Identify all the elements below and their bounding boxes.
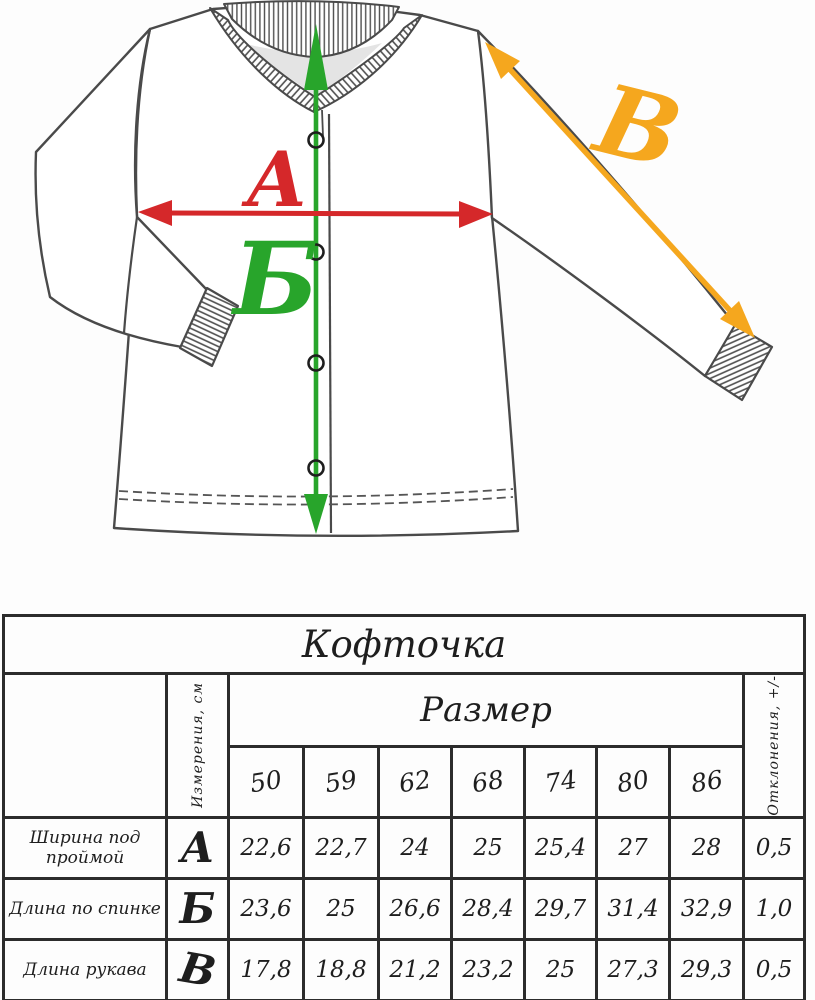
value-cell: 28 bbox=[670, 817, 744, 878]
value-cell: 23,6 bbox=[229, 878, 304, 939]
value-cell: 27 bbox=[597, 817, 670, 878]
deviation-cell: 0,5 bbox=[744, 939, 805, 1000]
value-cell: 17,8 bbox=[229, 939, 304, 1000]
value-cell: 24 bbox=[379, 817, 452, 878]
size-col-74: 74 bbox=[525, 746, 597, 817]
corner-cell bbox=[4, 674, 167, 818]
row-label: Длина рукава bbox=[4, 939, 167, 1000]
value-cell: 25 bbox=[304, 878, 379, 939]
diagram-letter-a: А bbox=[246, 135, 308, 224]
size-col-80: 80 bbox=[597, 746, 670, 817]
value-cell: 25 bbox=[452, 817, 525, 878]
table-row-back-length-b bbox=[4, 878, 805, 939]
row-letter-b: Б bbox=[167, 878, 229, 939]
table-title: Кофточка bbox=[4, 616, 805, 674]
deviation-cell: 1,0 bbox=[744, 878, 805, 939]
row-letter-v: В bbox=[167, 939, 229, 1000]
value-cell: 28,4 bbox=[452, 878, 525, 939]
value-cell: 29,7 bbox=[525, 878, 597, 939]
size-col-59: 59 bbox=[304, 746, 379, 817]
deviation-header-cell bbox=[744, 674, 805, 818]
value-cell: 31,4 bbox=[597, 878, 670, 939]
value-cell: 22,6 bbox=[229, 817, 304, 878]
measure-units-header-cell bbox=[167, 674, 229, 818]
size-col-50: 50 bbox=[229, 746, 304, 817]
value-cell: 21,2 bbox=[379, 939, 452, 1000]
value-cell: 32,9 bbox=[670, 878, 744, 939]
row-label: Длина по спинке bbox=[4, 878, 167, 939]
value-cell: 22,7 bbox=[304, 817, 379, 878]
row-letter-a: А bbox=[167, 817, 229, 878]
value-cell: 23,2 bbox=[452, 939, 525, 1000]
deviation-label: Отклонения, +/- bbox=[766, 675, 783, 816]
value-cell: 25,4 bbox=[525, 817, 597, 878]
value-cell: 26,6 bbox=[379, 878, 452, 939]
size-col-68: 68 bbox=[452, 746, 525, 817]
diagram-letter-v: В bbox=[585, 61, 692, 192]
value-cell: 25 bbox=[525, 939, 597, 1000]
value-cell: 18,8 bbox=[304, 939, 379, 1000]
size-table bbox=[2, 614, 806, 1000]
size-col-86: 86 bbox=[670, 746, 744, 817]
deviation-cell: 0,5 bbox=[744, 817, 805, 878]
size-header: Размер bbox=[229, 674, 744, 747]
measure-units-label: Измерения, см bbox=[189, 682, 206, 809]
row-label: Ширина под проймой bbox=[4, 817, 167, 878]
table-row-sleeve-length-v bbox=[4, 939, 805, 1000]
diagram-letter-b: Б bbox=[233, 220, 319, 338]
table-row-width-a bbox=[4, 817, 805, 878]
placket-top-line bbox=[322, 110, 323, 136]
value-cell: 29,3 bbox=[670, 939, 744, 1000]
size-col-62: 62 bbox=[379, 746, 452, 817]
value-cell: 27,3 bbox=[597, 939, 670, 1000]
